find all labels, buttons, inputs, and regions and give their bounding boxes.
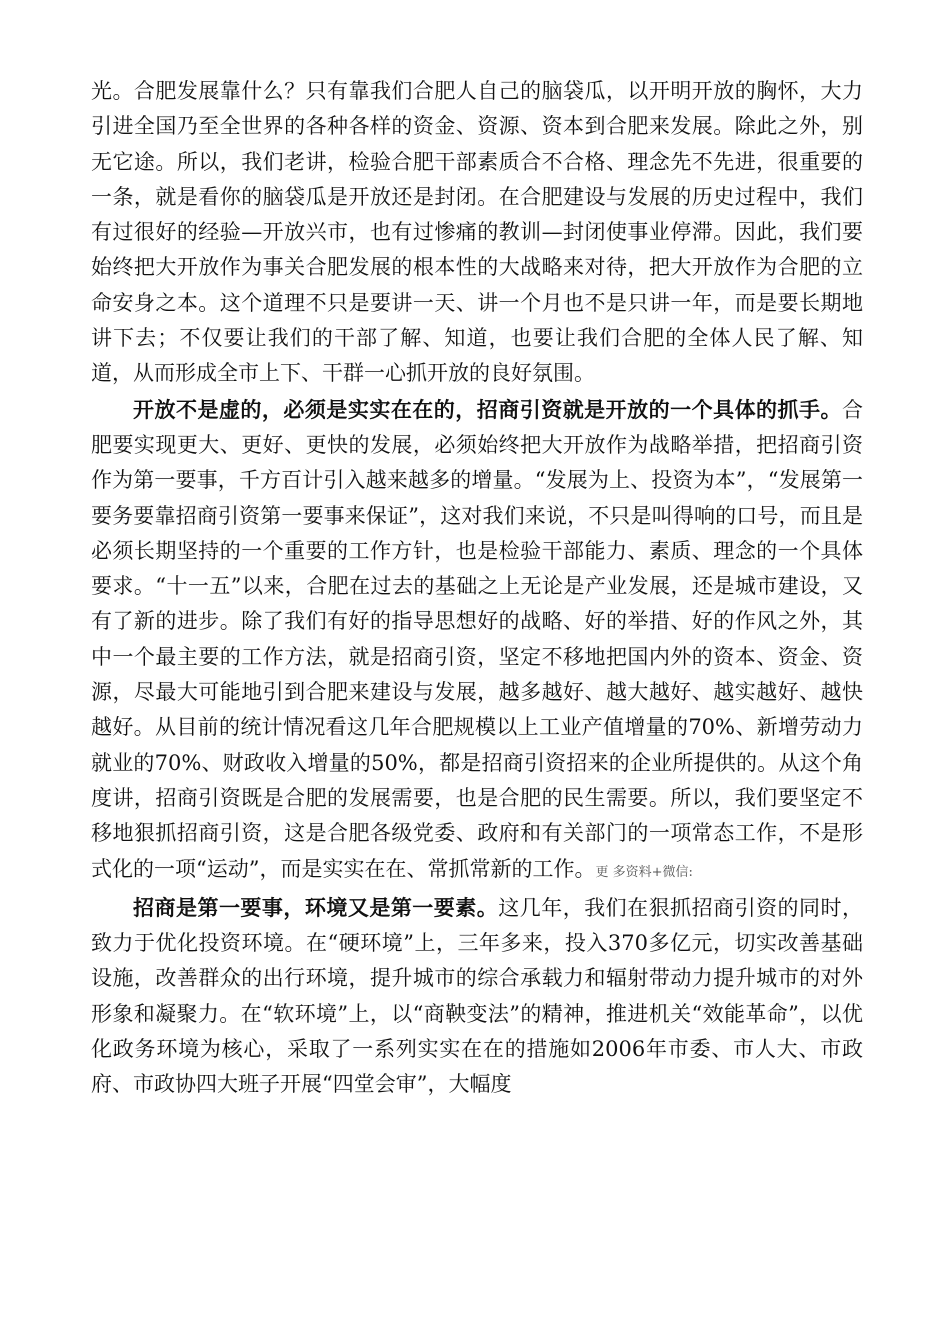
paragraph-2-text: 合肥要实现更大、更好、更快的发展，必须始终把大开放作为战略举措，把招商引资作为第一要事，千方百计引入越来越多的增量。“发展为上、投资为本”，“发展第一要务要靠招商引资第一要事来保证”，这对我们来说，不只是叫得响的口号，而且是必须长期坚持的一个重要的工作方针，也是检验干部能力、素质、理念的一个具体要求。“十一五”以来，合肥在过去的基础之上无论是产业发展，还是城市建设，又有了新的进步。除了我们有好的指导思想好的战略、好的举措、好的作风之外，其中一个最主要的工作方法，就是招商引资，坚定不移地把国内外的资本、资金、资源，尽最大可能地引到合肥来建设与发展，越多越好、越大越好、越实越好、越快越好。从目前的统计情况看这几年合肥规模以上工业产值增量的70%、新增劳动力就业的70%、财政收入增量的50%，都是招商引资招来的企业所提供的。从这个角度讲，招商引资既是合肥的发展需要，也是合肥的民生需要。所以，我们要坚定不移地狠抓招商引资，这是合肥各级党委、政府和有关部门的一项常态工作，不是形式化的一项“运动”，而是实实在在、常抓常新的工作。 (91, 397, 863, 881)
paragraph-1-text: 光。合肥发展靠什么？只有靠我们合肥人自己的脑袋瓜，以开明开放的胸怀，大力引进全国乃至全世界的各种各样的资金、资源、资本到合肥来发展。除此之外，别无它途。所以，我们老讲，检验合肥干部素质合不合格、理念先不先进，很重要的一条，就是看你的脑袋瓜是开放还是封闭。在合肥建设与发展的历史过程中，我们有过很好的经验—开放兴市，也有过惨痛的教训—封闭使事业停滞。因此，我们要始终把大开放作为事关合肥发展的根本性的大战略来对待，把大开放作为合肥的立命安身之本。这个道理不只是要讲一天、讲一个月也不是只讲一年，而是要长期地讲下去；不仅要让我们的干部了解、知道，也要让我们合肥的全体人民了解、知道，从而形成全市上下、干群一心抓开放的良好氛围。 (91, 79, 863, 386)
document-page (91, 74, 863, 1103)
paragraph-3 (91, 890, 863, 1103)
paragraph-1 (91, 74, 863, 392)
paragraph-2-note: 更 多资料+微信: (595, 864, 693, 880)
paragraph-3-text: 这几年，我们在狠抓招商引资的同时，致力于优化投资环境。在“硬环境”上，三年多来，投入370多亿元，切实改善基础设施，改善群众的出行环境，提升城市的综合承载力和辐射带动力提升城市的对外形象和凝聚力。在“软环境”上，以“商鞅变法”的精神，推进机关“效能革命”，以优化政务环境为核心，采取了一系列实实在在的措施如2006年市委、市人大、市政府、市政协四大班子开展“四堂会审”，大幅度 (91, 895, 864, 1097)
paragraph-2 (91, 392, 863, 890)
paragraph-3-lead: 招商是第一要事，环境又是第一要素。 (133, 894, 499, 920)
paragraph-2-lead: 开放不是虚的，必须是实实在在的，招商引资就是开放的一个具体的抓手。 (133, 396, 842, 422)
